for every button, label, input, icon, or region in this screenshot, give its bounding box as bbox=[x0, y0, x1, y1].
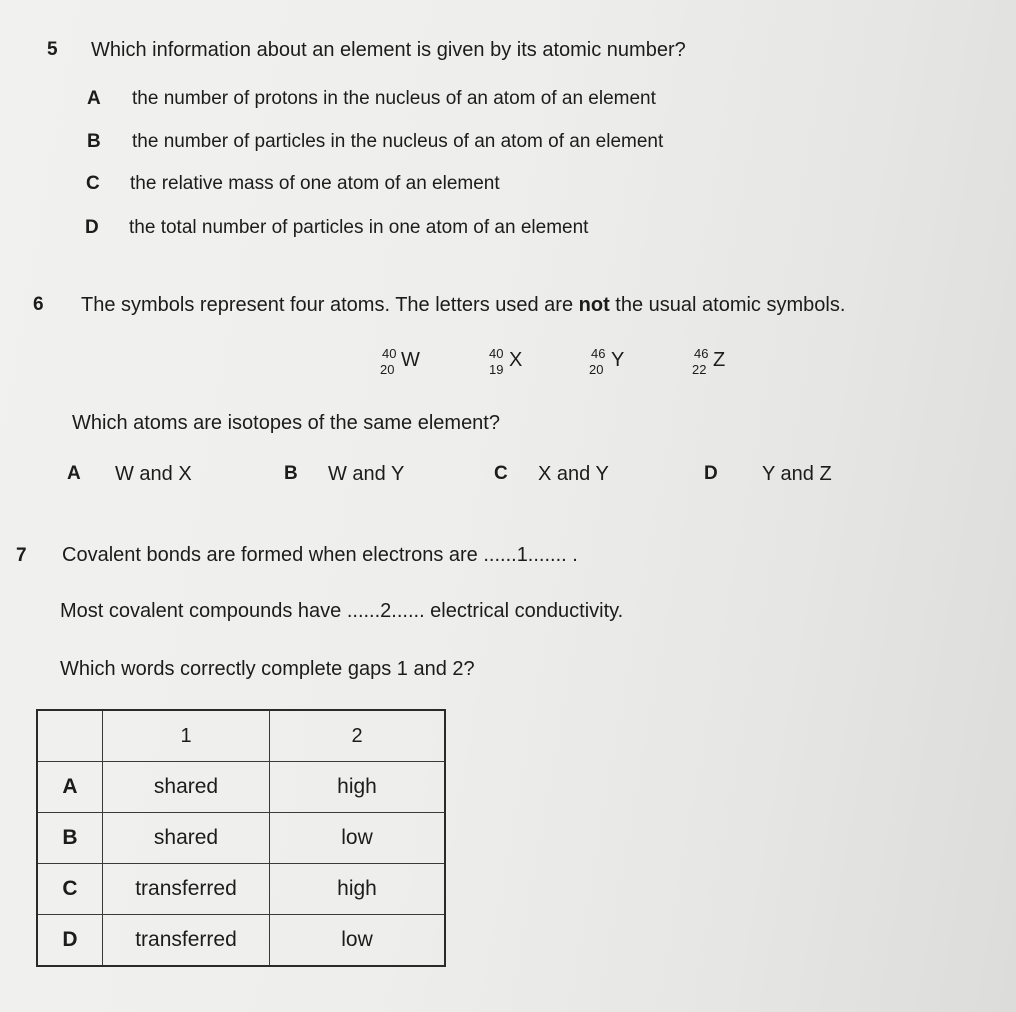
row-letter: C bbox=[37, 863, 103, 914]
atom-x-symbol: X bbox=[509, 349, 523, 371]
atom-x-mass: 40 bbox=[489, 346, 504, 361]
q6-number: 6 bbox=[33, 294, 44, 315]
atom-z-number: 22 bbox=[692, 362, 707, 377]
q6-intro-before: The symbols represent four atoms. The letters used are bbox=[81, 294, 579, 316]
q6-intro bbox=[81, 294, 845, 317]
atom-y-symbol: Y bbox=[611, 349, 625, 371]
row-gap2-word: high bbox=[270, 863, 446, 914]
atom-y-mass: 46 bbox=[591, 346, 606, 361]
atom-z-symbol: Z bbox=[713, 349, 726, 371]
q5-question: Which information about an element is given by its atomic number? bbox=[91, 39, 686, 61]
q6-option-a-letter: A bbox=[67, 463, 81, 484]
atom-w-mass: 40 bbox=[382, 346, 397, 361]
atom-w-number: 20 bbox=[380, 362, 395, 377]
answer-table bbox=[36, 709, 446, 967]
q5-option-a-text: the number of protons in the nucleus of an atom of an element bbox=[132, 88, 656, 109]
atom-w-symbol: W bbox=[401, 349, 420, 371]
q5-option-d-letter: D bbox=[85, 217, 99, 238]
q6-option-c-letter: C bbox=[494, 463, 508, 484]
q5-option-d-text: the total number of particles in one atom of an element bbox=[129, 217, 589, 238]
table-row bbox=[37, 863, 445, 914]
q6-option-b-text: W and Y bbox=[328, 463, 405, 485]
q5-option-a-letter: A bbox=[87, 88, 101, 109]
row-letter: A bbox=[37, 762, 103, 813]
q5-option-c-text: the relative mass of one atom of an element bbox=[130, 173, 500, 194]
q6-option-d-text: Y and Z bbox=[762, 463, 832, 485]
row-gap1-word: transferred bbox=[103, 914, 270, 966]
row-gap2-word: low bbox=[270, 812, 446, 863]
row-letter: B bbox=[37, 812, 103, 863]
table-row bbox=[37, 914, 445, 966]
answer-table-header bbox=[37, 710, 445, 762]
atom-x-number: 19 bbox=[489, 362, 504, 377]
atom-z-mass: 46 bbox=[694, 346, 709, 361]
atom-y-number: 20 bbox=[589, 362, 604, 377]
q6-intro-bold: not bbox=[578, 294, 610, 316]
table-row bbox=[37, 812, 445, 863]
row-gap1-word: shared bbox=[103, 812, 270, 863]
answer-table-header-2: 2 bbox=[270, 710, 446, 762]
q5-option-b-letter: B bbox=[87, 131, 101, 152]
q6-question: Which atoms are isotopes of the same element? bbox=[72, 412, 500, 434]
row-gap1-word: shared bbox=[103, 762, 270, 813]
q6-option-a-text: W and X bbox=[115, 463, 192, 485]
q6-intro-after: the usual atomic symbols. bbox=[609, 294, 846, 316]
q7-question: Which words correctly complete gaps 1 and 2? bbox=[60, 658, 475, 680]
q6-option-c-text: X and Y bbox=[538, 463, 609, 485]
q5-number: 5 bbox=[47, 39, 58, 60]
q5-option-c-letter: C bbox=[86, 173, 100, 194]
q7-number: 7 bbox=[16, 545, 27, 566]
table-row bbox=[37, 762, 445, 813]
answer-table-header-blank bbox=[37, 710, 103, 762]
row-gap2-word: high bbox=[270, 762, 446, 813]
q6-option-d-letter: D bbox=[704, 463, 718, 484]
q5-option-b-text: the number of particles in the nucleus of an atom of an element bbox=[132, 131, 664, 152]
q7-line2: Most covalent compounds have ......2...... electrical conductivity. bbox=[60, 600, 624, 622]
row-gap2-word: low bbox=[270, 914, 446, 966]
q6-option-b-letter: B bbox=[284, 463, 298, 484]
row-gap1-word: transferred bbox=[103, 863, 270, 914]
answer-table-header-1: 1 bbox=[103, 710, 270, 762]
row-letter: D bbox=[37, 914, 103, 966]
q7-line1: Covalent bonds are formed when electrons are ......1....... . bbox=[62, 544, 578, 566]
